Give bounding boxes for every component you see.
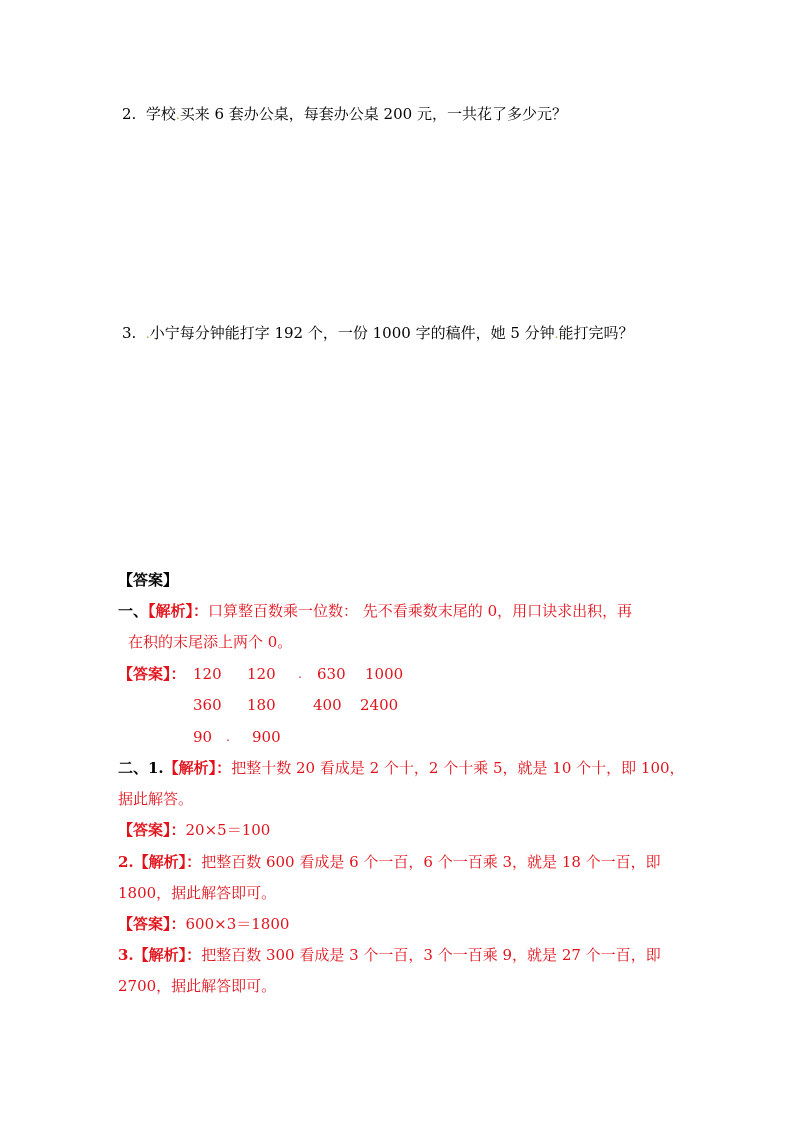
question-3 [122,323,634,344]
analysis-tag: 【解析】： [148,602,209,620]
part2-item1-answer [118,820,270,840]
answer-tag: 【答案】： [118,665,186,683]
part2-item2-analysis [118,852,661,872]
question-text: 能打完吗？ [558,324,634,342]
stray-dot: . [298,667,302,681]
item-number: 3. [118,946,134,964]
answer-value: 1000 [365,665,404,683]
part2-item3-analysis [118,945,661,965]
answer-value: 180 [247,696,276,714]
answer-text: 600×3＝1800 [185,915,290,933]
part2-item2-analysis-line2: 1800，据此解答即可。 [118,884,277,902]
answers-header: 【答案】 [118,571,179,589]
part2-item2-answer [118,914,289,934]
question-text: 买来 6 套办公桌，每套办公桌 200 元，一共花了多少元？ [179,105,567,123]
item-number: 2. [118,853,134,871]
answer-value: 120 [193,665,222,683]
question-number: 3. [122,324,137,342]
stray-dot: . [175,108,180,122]
answer-text: 20×5＝100 [185,821,271,839]
part1-analysis [118,601,632,621]
analysis-text: 把整十数 20 看成是 2 个十，2 个十乘 5，就是 10 个十，即 100， [231,759,685,777]
question-2 [122,104,567,125]
answer-value: 900 [252,728,281,746]
stray-dot: . [226,730,230,744]
answer-value: 400 [313,696,342,714]
question-text: 学校 [145,105,176,123]
analysis-tag: 【解析】： [133,853,202,871]
part1-analysis-line2: 在积的末尾添上两个 0。 [128,633,293,651]
section-prefix: 一、 [118,602,149,620]
answer-value: 2400 [360,696,399,714]
part2-item3-analysis-line2: 2700，据此解答即可。 [118,977,277,995]
analysis-text: 口算整百数乘一位数： 先不看乘数末尾的 0，用口诀求出积，再 [208,602,633,620]
answer-value: 90 [193,728,213,746]
stray-dot: . [145,327,150,341]
analysis-tag: 【解析】： [133,946,202,964]
question-text: 小宁每分钟能打字 192 个，一份 1000 字的稿件，她 5 分钟 [149,324,555,342]
analysis-text: 把整百数 300 看成是 3 个一百，3 个一百乘 9，就是 27 个一百 [201,946,631,964]
question-number: 2. [122,105,137,123]
part2-item1-analysis-line2: 据此解答。 [118,790,194,808]
answer-tag: 【答案】： [118,821,186,839]
stray-dot: . [554,327,559,341]
analysis-text: 把整百数 600 看成是 6 个一百，6 个一百乘 3，就是 18 个一百，即 [201,853,661,871]
analysis-tag: 【解析】： [163,759,232,777]
answer-value: 360 [193,696,222,714]
answer-tag: 【答案】： [118,915,186,933]
analysis-text: ，即 [630,946,661,964]
part2-item1-analysis [118,758,685,778]
answer-value: 120 [247,665,276,683]
answer-value: 630 [317,665,346,683]
section-prefix: 二、1. [118,759,164,777]
